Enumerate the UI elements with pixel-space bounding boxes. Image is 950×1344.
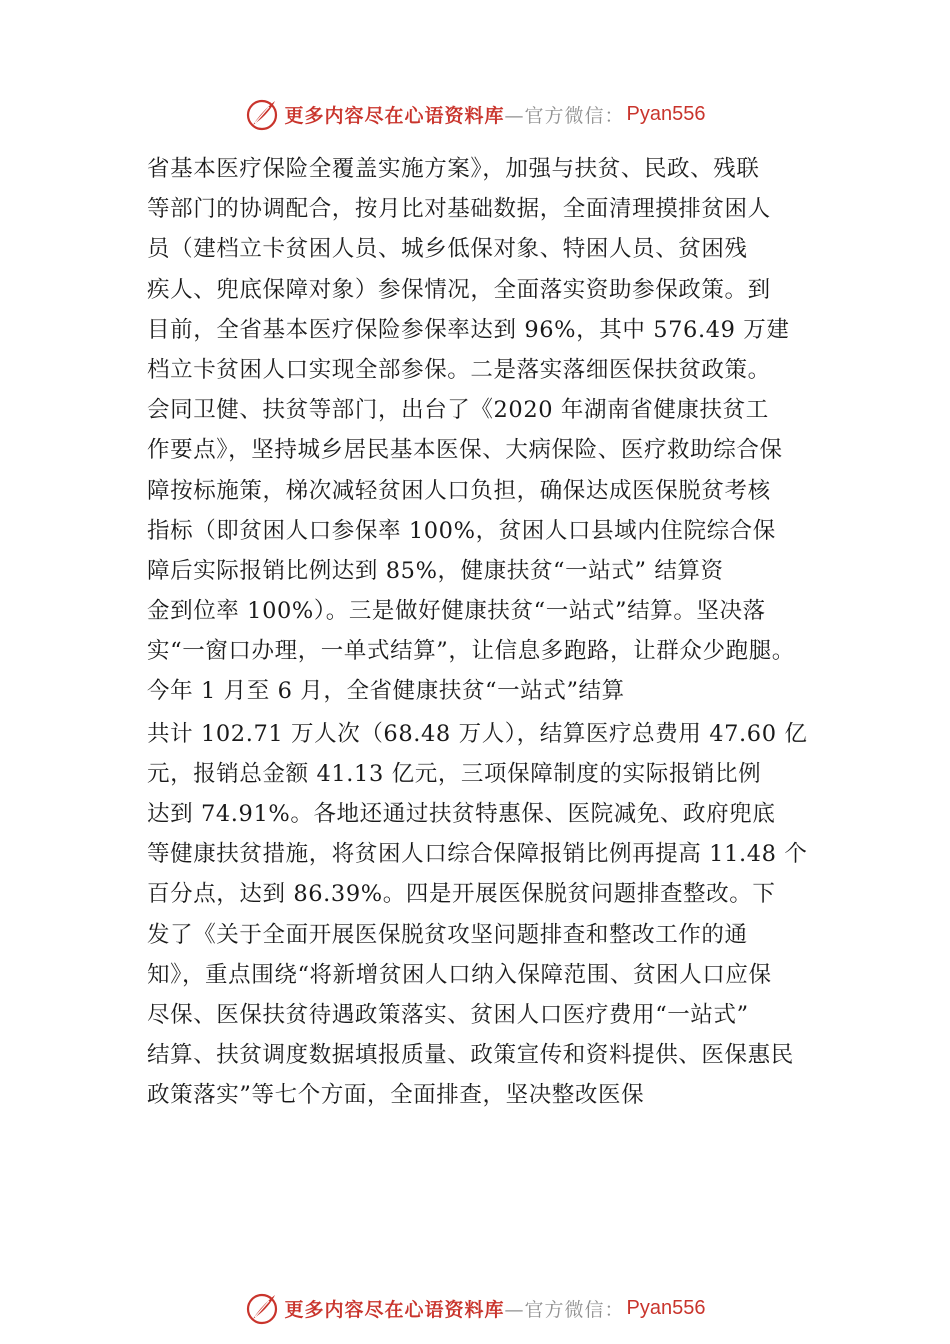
body-line: 今年 1 月至 6 月，全省健康扶贫“一站式”结算: [147, 678, 625, 705]
body-line: 等部门的协调配合，按月比对基础数据，全面清理摸排贫困人: [147, 196, 771, 223]
document-body: [147, 149, 827, 1116]
body-line: 障后实际报销比例达到 85%，健康扶贫“一站式” 结算资: [147, 557, 724, 584]
body-line: 金到位率 100%）。三是做好健康扶贫“一站式”结算。坚决落: [147, 598, 766, 625]
watermark-separator: —官方微信：: [504, 104, 625, 127]
body-line: 达到 74.91%。各地还通过扶贫特惠保、医院减免、政府兜底: [147, 801, 776, 827]
watermark-title: 更多内容尽在心语资料库: [284, 104, 505, 127]
body-line: 等健康扶贫措施，将贫困人口综合保障报销比例再提高 11.48 个: [147, 841, 808, 868]
body-line: 作要点》，坚持城乡居民基本医保、大病保险、医疗救助综合保: [147, 437, 783, 464]
body-line: 省基本医疗保险全覆盖实施方案》，加强与扶贫、民政、残联: [147, 156, 760, 182]
quill-pen-circle-icon: [245, 1291, 279, 1325]
body-line: 知》，重点围绕“将新增贫困人口纳入保障范围、贫困人口应保: [147, 961, 772, 988]
body-line: 疾人、兜底保障对象）参保情况，全面落实资助参保政策。到: [147, 276, 771, 303]
watermark-separator: —官方微信：: [504, 1298, 625, 1321]
body-line: 百分点，达到 86.39%。四是开展医保脱贫问题排查整改。下: [147, 881, 776, 908]
body-line: 障按标施策，梯次减轻贫困人口负担，确保达成医保脱贫考核: [147, 477, 771, 504]
quill-pen-circle-icon: [245, 97, 279, 131]
body-line: 元，报销总金额 41.13 亿元，三项保障制度的实际报销比例: [147, 760, 762, 787]
body-line: 会同卫健、扶贫等部门，出台了《2020 年湖南省健康扶贫工: [147, 397, 769, 424]
body-line: 结算、扶贫调度数据填报质量、政策宣传和资料提供、医保惠民: [147, 1042, 794, 1069]
body-line: 发了《关于全面开展医保脱贫攻坚问题排查和整改工作的通: [147, 921, 748, 948]
watermark-title: 更多内容尽在心语资料库: [284, 1298, 505, 1321]
watermark-wechat-id: Pyan556: [626, 102, 706, 125]
body-line: 实“一窗口办理，一单式结算”，让信息多跑路，让群众少跑腿。: [147, 638, 795, 665]
body-line: 档立卡贫困人口实现全部参保。二是落实落细医保扶贫政策。: [147, 356, 771, 383]
body-line: 共计 102.71 万人次（68.48 万人），结算医疗总费用 47.60 亿: [147, 720, 808, 747]
watermark-wechat-id: Pyan556: [626, 1296, 706, 1319]
body-line: 目前，全省基本医疗保险参保率达到 96%，其中 576.49 万建: [147, 316, 790, 343]
body-line: 尽保、医保扶贫待遇政策落实、贫困人口医疗费用“一站式”: [147, 1001, 749, 1028]
header-watermark: [0, 94, 950, 134]
body-line: 政策落实”等七个方面，全面排查，坚决整改医保: [147, 1082, 645, 1109]
footer-watermark: [0, 1288, 950, 1328]
body-line: 指标（即贫困人口参保率 100%，贫困人口县域内住院综合保: [147, 517, 776, 544]
body-line: 员（建档立卡贫困人员、城乡低保对象、特困人员、贫困残: [147, 236, 748, 263]
